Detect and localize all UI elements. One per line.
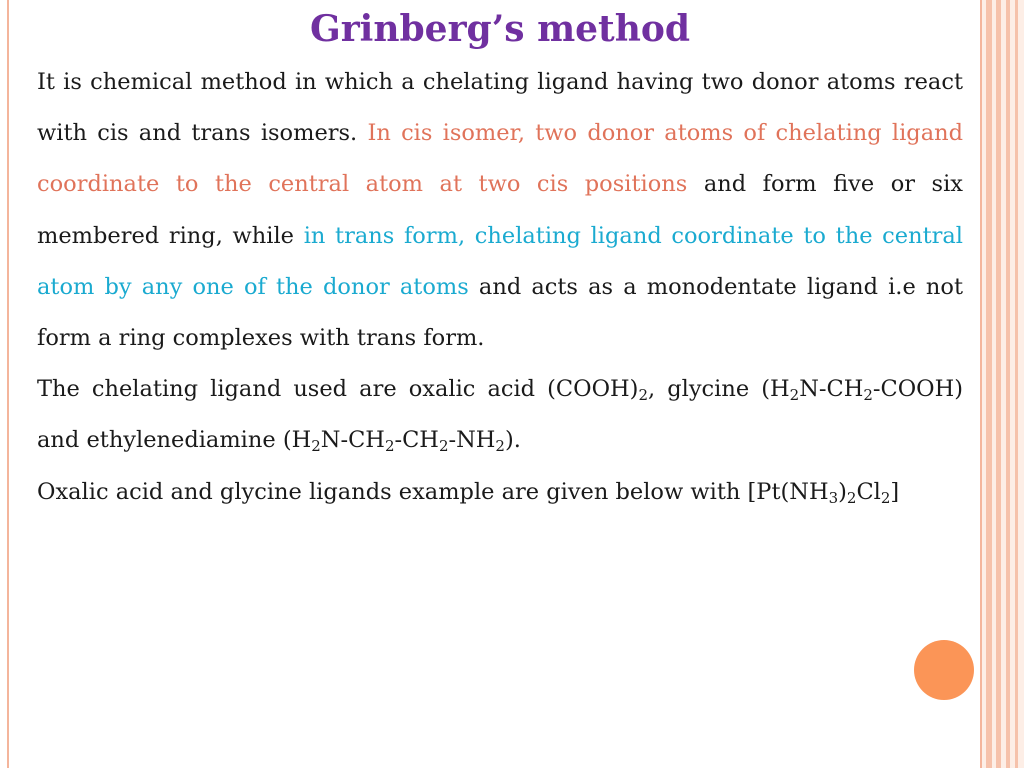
text-run: and form five or six membered ring, while [37,171,963,249]
subscript: 3 [828,488,839,507]
paragraph-example [37,467,963,518]
text-run: -COOH) and ethylenediamine (H [37,376,963,454]
subscript: 2 [311,437,321,456]
text-run: The chelating ligand used are oxalic acid (COOH) [37,376,639,403]
text-run: N-CH [799,376,864,403]
subscript: 2 [789,386,800,405]
text-run: -NH [448,427,496,454]
paragraph-intro [37,57,963,364]
text-run: Oxalic acid and glycine ligands example are given below with [Pt(NH [37,478,829,505]
text-run: Cl [856,478,881,505]
decorative-circle [914,640,974,700]
trans-highlight: in trans form, chelating ligand coordinate to the central atom by any one of the donor atoms [37,222,964,300]
subscript: 2 [384,437,395,456]
subscript: 2 [495,437,505,456]
stripe [1015,0,1018,768]
text-run: It is chemical method in which a chelating ligand having two donor atoms react with cis and trans isomers. [37,69,963,147]
subscript: 2 [846,488,857,507]
subscript: 2 [438,437,449,456]
text-run: , glycine (H [648,376,790,403]
slide-body [37,57,963,518]
text-run: ). [504,427,521,454]
paragraph-ligands [37,364,963,466]
stripe [996,0,1001,768]
slide-title: Grinberg’s method [309,8,691,50]
decorative-stripes [982,0,1024,768]
text-run: ) [838,478,847,505]
text-run: N-CH [320,427,385,454]
text-run: and acts as a monodentate ligand i.e not form a ring complexes with trans form. [37,273,963,352]
stripe [986,0,992,768]
subscript: 2 [863,386,873,405]
subscript: 2 [638,386,648,405]
text-run: -CH [394,427,439,454]
text-run: ] [890,478,900,505]
cis-highlight: In cis isomer, two donor atoms of chelating ligand coordinate to the central atom at two cis positions [37,120,964,198]
stripe [1006,0,1010,768]
subscript: 2 [880,488,891,507]
